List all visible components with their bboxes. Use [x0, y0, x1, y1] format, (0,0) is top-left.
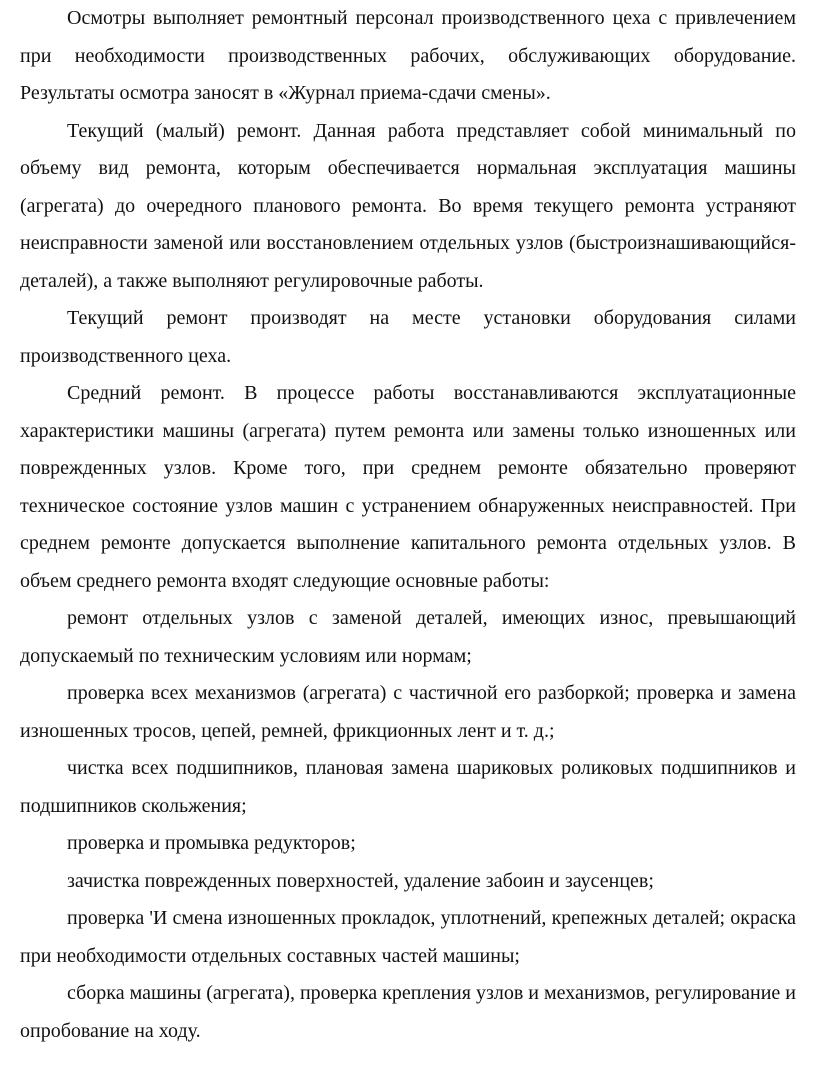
list-item-repair-units: ремонт отдельных узлов с заменой деталей, имеющих износ, превышающий допускаемый по техническим условиям или нормам;	[20, 607, 796, 667]
list-item-check-mechanisms: проверка всех механизмов (агрегата) с частичной его разборкой; проверка и замена изношенных тросов, цепей, ремней, фрикционных лент и т. д.;	[20, 682, 796, 742]
list-item-assembly: сборка машины (агрегата), проверка крепления узлов и механизмов, регулирование и опробование на ходу.	[20, 982, 796, 1042]
list-item-clean-surfaces: зачистка поврежденных поверхностей, удаление забоин и заусенцев;	[67, 869, 654, 892]
list-item-clean-bearings: чистка всех подшипников, плановая замена шариковых роликовых подшипников и подшипников скольжения;	[20, 757, 796, 817]
document-page	[20, 0, 796, 1050]
paragraph-current-repair-location: Текущий ремонт производят на месте установки оборудования силами производственного цеха.	[20, 307, 796, 367]
list-item-replace-gaskets: проверка 'И смена изношенных прокладок, уплотнений, крепежных деталей; окраска при необходимости отдельных составных частей машины;	[20, 907, 796, 967]
paragraph-medium-repair: Средний ремонт. В процессе работы восстанавливаются эксплуатационные характеристики машины (агрегата) путем ремонта или замены только изношенных или поврежденных узлов. Кроме того, при среднем ремонте обязательно проверяют техническое состояние узлов машин с устранением обнаруженных неисправностей. При среднем ремонте допускается выполнение капитального ремонта отдельных узлов. В объем среднего ремонта входят следующие основные работы:	[20, 382, 796, 592]
list-item-check-reducers: проверка и промывка редукторов;	[67, 832, 356, 854]
paragraph-current-repair: Текущий (малый) ремонт. Данная работа представляет собой минимальный по объему вид ремонта, которым обеспечивается нормальная эксплуатация машины (агрегата) до очередного планового ремонта. Во время текущего ремонта устраняют неисправности заменой или восстановлением отдельных узлов (быстроизнашивающийся-деталей), а также выполняют регулировочные работы.	[20, 119, 796, 292]
paragraph-inspections: Осмотры выполняет ремонтный персонал производственного цеха с привлечением при необходимости производственных рабочих, обслуживающих оборудование. Результаты осмотра заносят в «Журнал приема-сдачи смены».	[20, 7, 796, 104]
